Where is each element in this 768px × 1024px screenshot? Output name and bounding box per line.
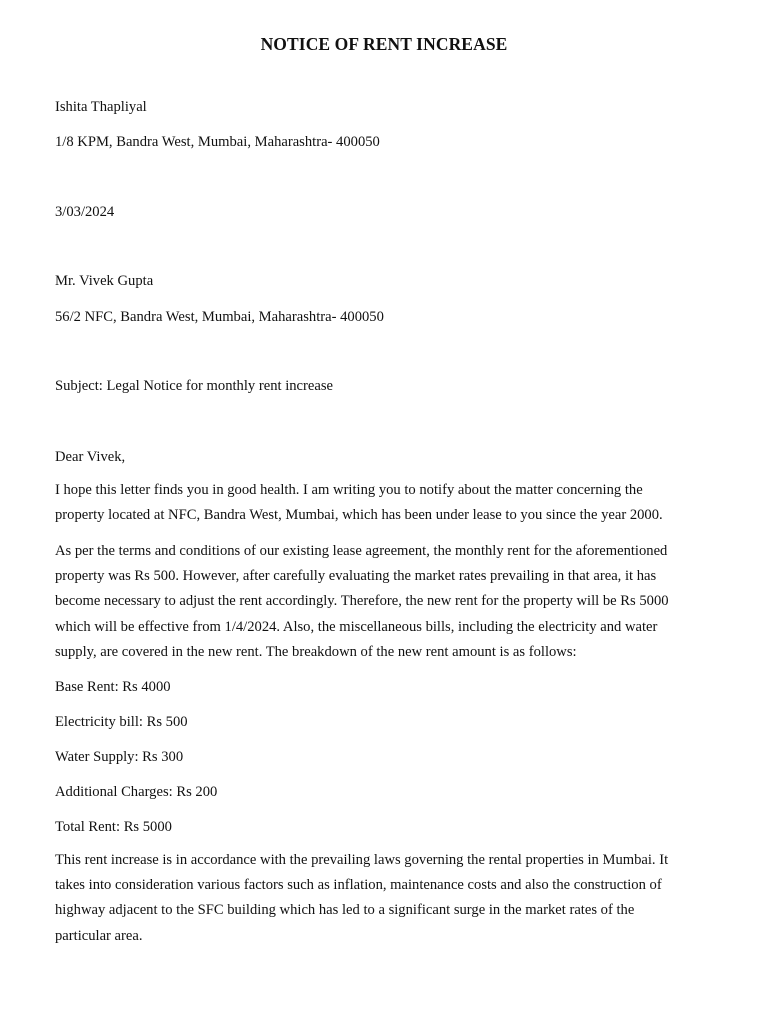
paragraph-line: takes into consideration various factors such as inflation, maintenance costs and also the construction of (55, 877, 662, 894)
subject-line: Subject: Legal Notice for monthly rent increase (55, 378, 333, 394)
letter-date: 3/03/2024 (55, 204, 115, 220)
paragraph-rent-terms (55, 539, 715, 665)
salutation: Dear Vivek, (55, 449, 126, 465)
paragraph-line: This rent increase is in accordance with the prevailing laws governing the rental properties in Mumbai. It (55, 852, 669, 868)
paragraph-line: I hope this letter finds you in good health. I am writing you to notify about the matter concerning the (55, 482, 643, 498)
paragraph-line: property was Rs 500. However, after carefully evaluating the market rates prevailing in that area, it has (55, 568, 657, 585)
breakdown-total: Total Rent: Rs 5000 (55, 819, 172, 835)
breakdown-additional: Additional Charges: Rs 200 (55, 784, 218, 800)
sender-name: Ishita Thapliyal (55, 99, 147, 115)
paragraph-line: become necessary to adjust the rent accordingly. Therefore, the new rent for the property will be Rs 5000 (55, 593, 669, 610)
recipient-name: Mr. Vivek Gupta (55, 273, 154, 289)
breakdown-base-rent: Base Rent: Rs 4000 (55, 679, 171, 695)
paragraph-line: property located at NFC, Bandra West, Mumbai, which has been under lease to you since the year 2000. (55, 507, 663, 524)
paragraph-line: particular area. (55, 927, 143, 944)
paragraph-line: which will be effective from 1/4/2024. Also, the miscellaneous bills, including the electricity and water (55, 618, 658, 635)
paragraph-intro (55, 478, 715, 528)
breakdown-electricity: Electricity bill: Rs 500 (55, 714, 188, 730)
recipient-address: 56/2 NFC, Bandra West, Mumbai, Maharashtra- 400050 (55, 309, 384, 325)
sender-address: 1/8 KPM, Bandra West, Mumbai, Maharashtra- 400050 (55, 134, 380, 150)
breakdown-water: Water Supply: Rs 300 (55, 749, 184, 765)
paragraph-line: highway adjacent to the SFC building which has led to a significant surge in the market rates of the (55, 902, 635, 919)
paragraph-line: supply, are covered in the new rent. The breakdown of the new rent amount is as follows: (55, 643, 577, 660)
paragraph-line: As per the terms and conditions of our existing lease agreement, the monthly rent for the aforementioned (55, 543, 668, 559)
document-title: NOTICE OF RENT INCREASE (260, 34, 508, 54)
paragraph-justification (55, 848, 715, 949)
